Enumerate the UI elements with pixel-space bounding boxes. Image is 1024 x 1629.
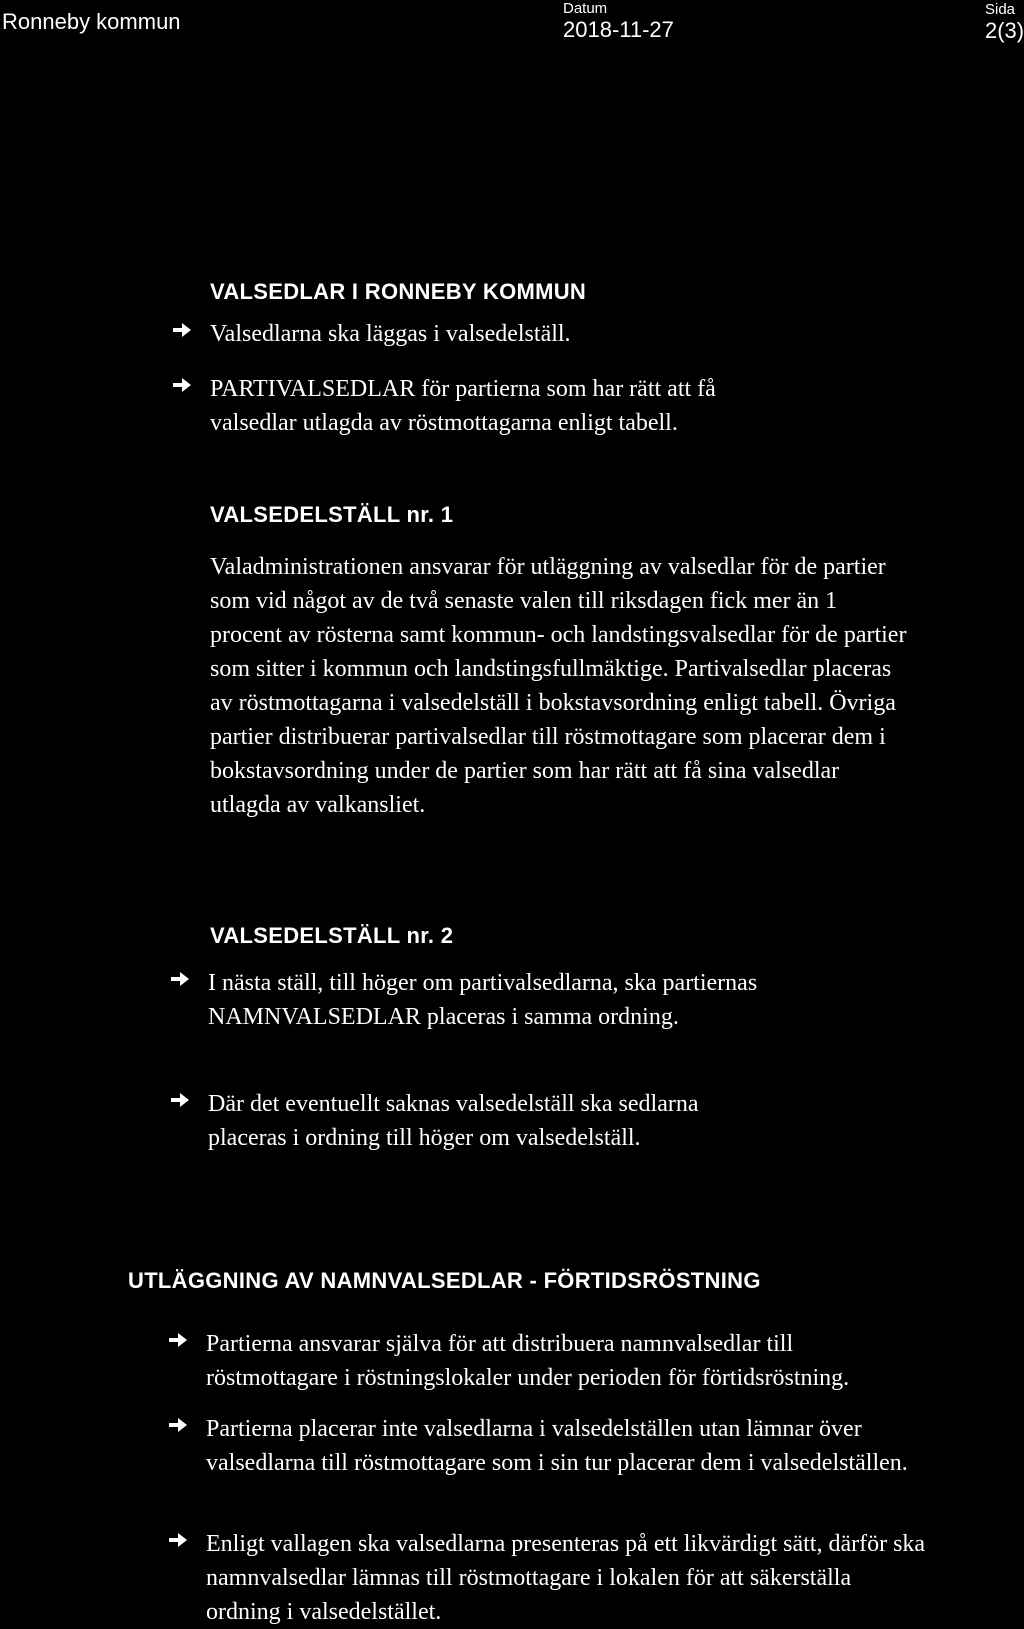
bullet-item [210, 372, 770, 440]
document-date: 2018-11-27 [563, 17, 674, 42]
bullet-text: Valsedlarna ska läggas i valsedelställ. [210, 321, 571, 347]
page-label: Sida [985, 1, 1016, 18]
arrow-right-icon [168, 1530, 188, 1550]
arrow-right-icon [170, 1090, 190, 1110]
bullet-text: Partierna placerar inte valsedlarna i valsedelställen utan lämnar över valsedlarna till röstmottagare som i sin tur placerar dem i valsedelställen. [206, 1416, 908, 1476]
bullet-item [206, 1327, 926, 1395]
organization-name: Ronneby kommun [2, 9, 181, 34]
date-label: Datum [563, 0, 608, 17]
section-heading-stall-1: VALSEDELSTÄLL nr. 1 [210, 502, 454, 527]
section-paragraph: Valadministrationen ansvarar för utläggning av valsedlar för de partier som vid något av de två senaste valen till riksdagen fick mer än 1 procent av rösterna samt kommun- och landstingsvalsedlar för de partier som sitter i kommun och landstingsfullmäktige. Partivalsedlar placeras av röstmottagarna i valsedelställ i bokstavsordning enligt tabell. Övriga partier distribuerar partivalsedlar till röstmottagare som placerar dem i bokstavsordning under de partier som har rätt att få sina valsedlar utlagda av valkansliet. [210, 554, 907, 818]
bullet-text: Enligt vallagen ska valsedlarna presenteras på ett likvärdigt sätt, därför ska namnvalsedlar lämnas till röstmottagare i lokalen för att säkerställa ordning i valsedelstället. [206, 1531, 926, 1625]
page-number: 2(3) [985, 18, 1024, 43]
bullet-item [206, 1527, 926, 1629]
bullet-item [210, 317, 770, 351]
bullet-text: Där det eventuellt saknas valsedelställ ska sedlarna placeras i ordning till höger om valsedelställ. [208, 1091, 699, 1151]
arrow-right-icon [170, 969, 190, 989]
bullet-item [208, 1087, 768, 1155]
arrow-right-icon [172, 320, 192, 340]
section-heading-valsedlar: VALSEDLAR I RONNEBY KOMMUN [210, 279, 587, 304]
section-heading-stall-2: VALSEDELSTÄLL nr. 2 [210, 923, 454, 948]
arrow-right-icon [172, 375, 192, 395]
bullet-text: PARTIVALSEDLAR för partierna som har rätt att få valsedlar utlagda av röstmottagarna enligt tabell. [210, 376, 716, 436]
arrow-right-icon [168, 1415, 188, 1435]
bullet-text: Partierna ansvarar själva för att distribuera namnvalsedlar till röstmottagare i röstningslokaler under perioden för förtidsröstning. [206, 1331, 850, 1391]
bullet-text: I nästa ställ, till höger om partivalsedlarna, ska partiernas NAMNVALSEDLAR placeras i samma ordning. [208, 970, 758, 1030]
section-heading-fortidsrostning: UTLÄGGNING AV NAMNVALSEDLAR - FÖRTIDSRÖSTNING [128, 1268, 761, 1293]
arrow-right-icon [168, 1330, 188, 1350]
bullet-item [208, 966, 758, 1034]
bullet-item [206, 1412, 926, 1480]
